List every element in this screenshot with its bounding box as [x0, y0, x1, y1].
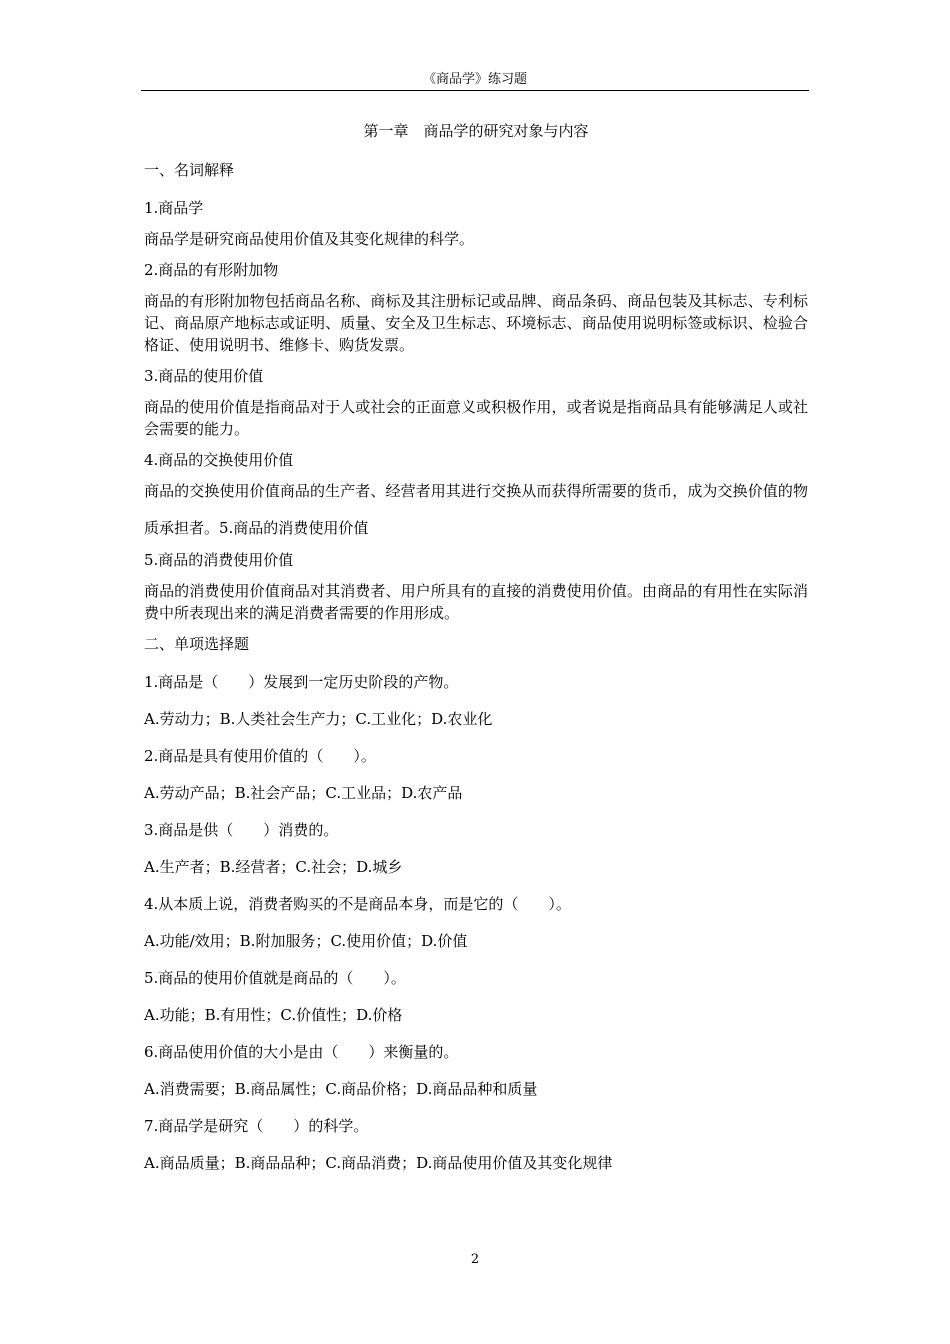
section-title-choice: 二、单项选择题 [144, 635, 250, 653]
question-options: A.劳动力；B.人类社会生产力；C.工业化；D.农业化 [144, 710, 493, 728]
term-heading: 2.商品的有形附加物 [144, 261, 279, 279]
question-options: A.商品质量；B.商品品种；C.商品消费；D.商品使用价值及其变化规律 [144, 1154, 613, 1172]
page-number: 2 [470, 1252, 480, 1267]
term-heading: 1.商品学 [144, 199, 204, 217]
term-heading: 4.商品的交换使用价值 [144, 451, 294, 469]
question-options: A.劳动产品；B.社会产品；C.工业品；D.农产品 [144, 784, 463, 802]
question-options: A.生产者；B.经营者；C.社会；D.城乡 [144, 858, 403, 876]
question-text: 3.商品是供（ ）消费的。 [144, 821, 339, 839]
header-title: 《商品学》练习题 [422, 72, 527, 87]
question-text: 7.商品学是研究（ ）的科学。 [144, 1117, 369, 1135]
document-body [144, 120, 808, 1189]
question-options: A.功能；B.有用性；C.价值性；D.价格 [144, 1006, 403, 1024]
term-definition: 商品的使用价值是指商品对于人或社会的正面意义或积极作用，或者说是指商品具有能够满足人或社会需要的能力。 [144, 398, 808, 438]
question-text: 1.商品是（ ）发展到一定历史阶段的产物。 [144, 673, 459, 691]
question-options: A.功能/效用；B.附加服务；C.使用价值；D.价值 [144, 932, 468, 950]
question-text: 4.从本质上说，消费者购买的不是商品本身，而是它的（ ）。 [144, 895, 571, 913]
term-definition: 商品学是研究商品使用价值及其变化规律的科学。 [144, 230, 475, 248]
question-options: A.消费需要；B.商品属性；C.商品价格；D.商品品种和质量 [144, 1080, 538, 1098]
chapter-title: 第一章 商品学的研究对象与内容 [363, 122, 589, 140]
term-heading: 3.商品的使用价值 [144, 367, 264, 385]
term-definition: 商品的有形附加物包括商品名称、商标及其注册标记或品牌、商品条码、商品包装及其标志、专利标记、商品原产地标志或证明、质量、安全及卫生标志、环境标志、商品使用说明标签或标识、检验合格证、使用说明书、维修卡、购货发票。 [144, 292, 808, 354]
term-definition: 商品的消费使用价值商品对其消费者、用户所具有的直接的消费使用价值。由商品的有用性在实际消费中所表现出来的满足消费者需要的作用形成。 [144, 582, 808, 622]
section-title-terms: 一、名词解释 [144, 161, 235, 179]
term-definition: 商品的交换使用价值商品的生产者、经营者用其进行交换从而获得所需要的货币，成为交换价值的物质承担者。5.商品的消费使用价值 [144, 482, 808, 537]
question-text: 6.商品使用价值的大小是由（ ）来衡量的。 [144, 1043, 459, 1061]
question-text: 2.商品是具有使用价值的（ ）。 [144, 747, 376, 765]
page-header [141, 72, 809, 91]
question-text: 5.商品的使用价值就是商品的（ ）。 [144, 969, 406, 987]
term-heading: 5.商品的消费使用价值 [144, 551, 294, 569]
